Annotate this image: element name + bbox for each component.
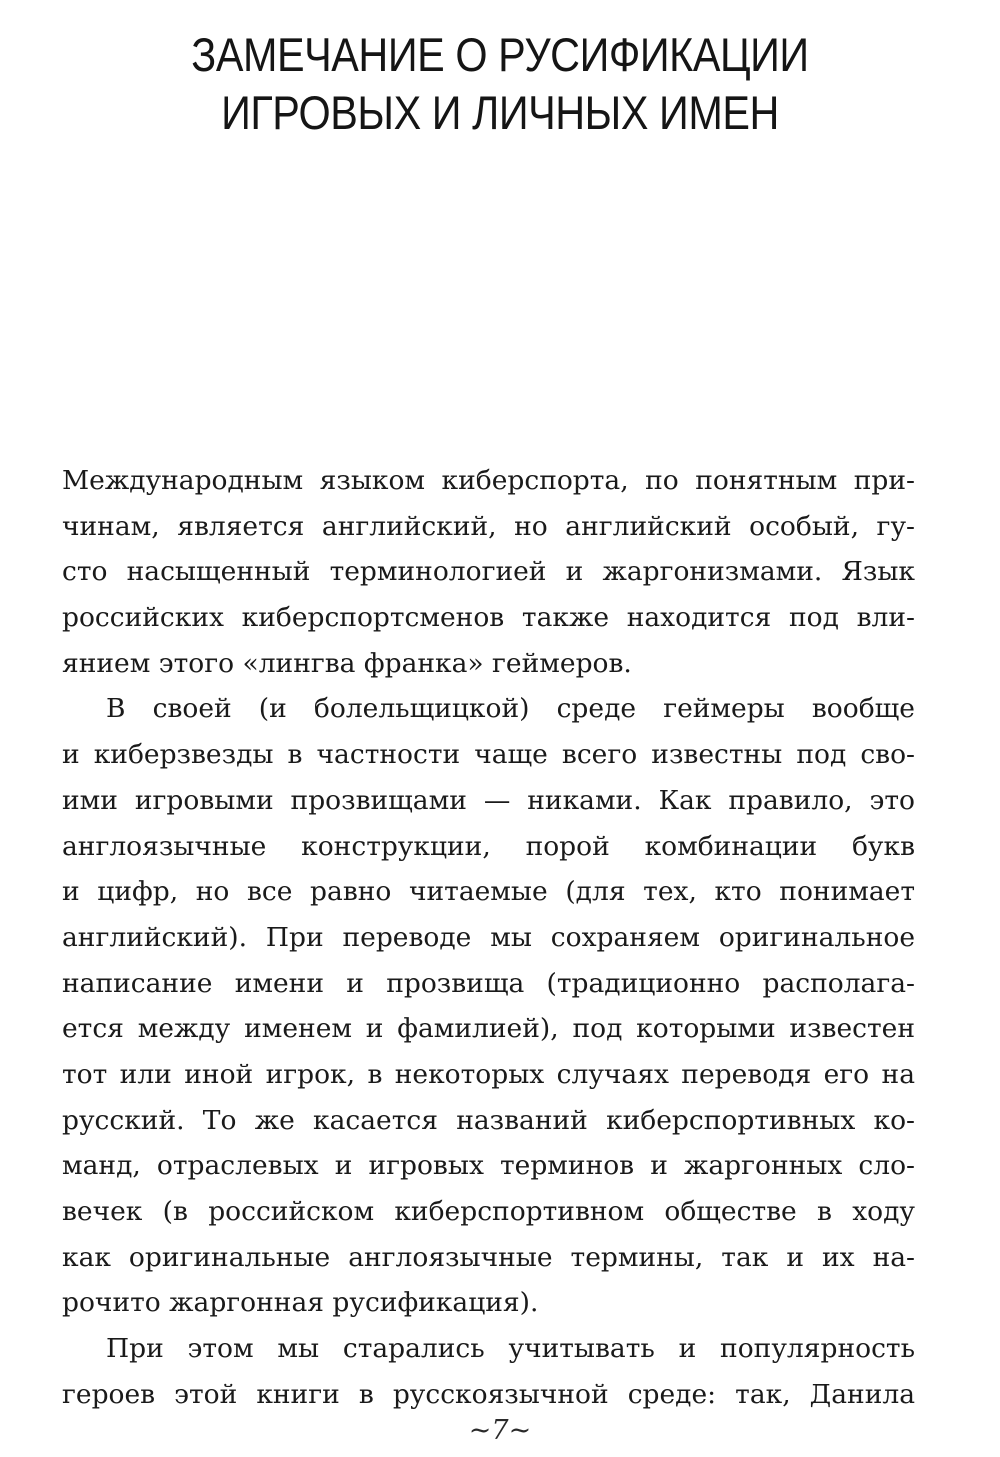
text-line: чинам, является английский, но английский особый, гу- [62, 510, 915, 542]
paragraph-3 [62, 1326, 915, 1417]
text-line: российских киберспортсменов также находится под вли- [62, 602, 915, 634]
page-number: ~7~ [468, 1415, 532, 1446]
text-line: рочито жаргонная русификация). [62, 1287, 539, 1319]
text-line: героев этой книги в русскоязычной среде: так, Данила [62, 1378, 915, 1410]
text-line: В своей (и болельщицкой) среде геймеры вообще [106, 693, 915, 725]
chapter-title-line-1: ЗАМЕЧАНИЕ О РУСИФИКАЦИИ [191, 28, 809, 81]
text-line: янием этого «лингва франка» геймеров. [62, 647, 632, 679]
text-line: и киберзвезды в частности чаще всего известны под сво- [62, 739, 915, 771]
text-line: ими игровыми прозвищами — никами. Как правило, это [62, 784, 915, 816]
text-line: англоязычные конструкции, порой комбинации букв [62, 830, 915, 862]
body-text [62, 458, 915, 1417]
text-line: и цифр, но все равно читаемые (для тех, кто понимает [62, 876, 915, 908]
text-line: ется между именем и фамилией), под которыми известен [62, 1013, 915, 1045]
chapter-title [60, 26, 940, 142]
text-line: вечек (в российском киберспортивном обществе в ходу [62, 1196, 915, 1227]
text-line: Международным языком киберспорта, по понятным при- [62, 465, 915, 496]
chapter-title-line-2: ИГРОВЫХ И ЛИЧНЫХ ИМЕН [221, 86, 779, 139]
text-line: манд, отраслевых и игровых терминов и жаргонных сло- [62, 1150, 915, 1182]
paragraph-2 [62, 686, 915, 1326]
text-line: как оригинальные англоязычные термины, так и их на- [62, 1241, 915, 1273]
text-line: сто насыщенный терминологией и жаргонизмами. Язык [62, 556, 915, 588]
text-line: написание имени и прозвища (традиционно располага- [62, 967, 915, 999]
text-line: английский). При переводе мы сохраняем оригинальное [62, 921, 915, 953]
text-line: При этом мы старались учитывать и популярность [106, 1333, 915, 1365]
text-line: русский. То же касается названий киберспортивных ко- [62, 1104, 915, 1136]
text-line: тот или иной игрок, в некоторых случаях переводя его на [62, 1058, 915, 1090]
paragraph-1 [62, 458, 915, 686]
